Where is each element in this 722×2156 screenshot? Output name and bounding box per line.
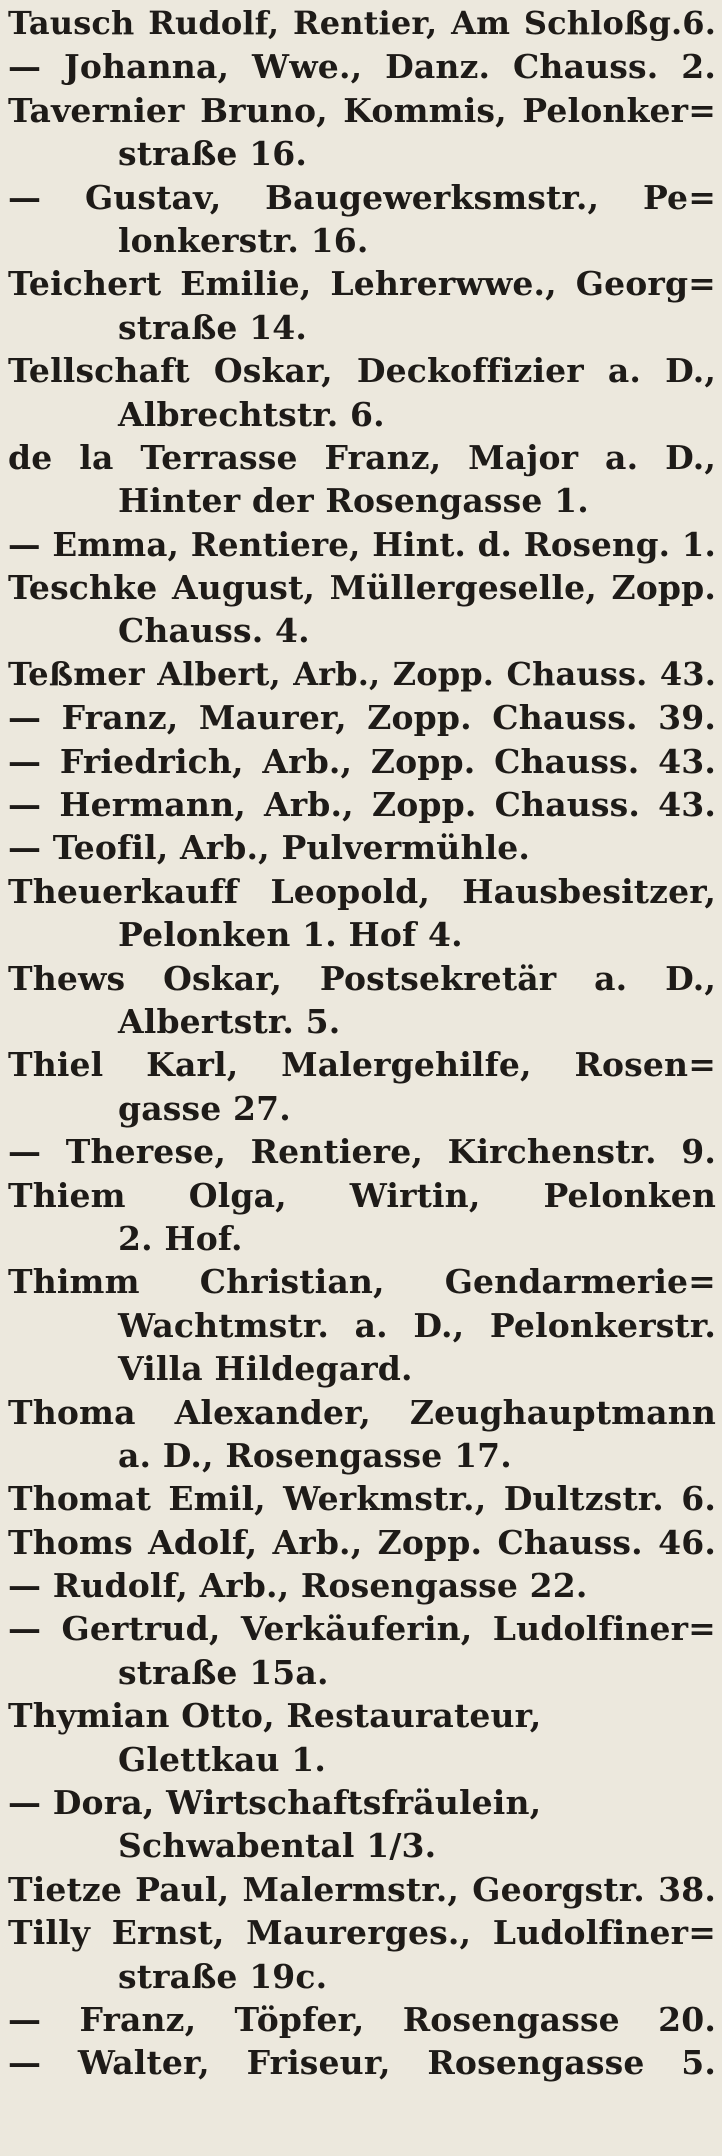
entry-line: Thews Oskar, Postsekretär a. D.,: [8, 958, 716, 998]
entry-continuation-line: lonkerstr. 16.: [118, 220, 369, 260]
entry-line: Tilly Ernst, Maurerges., Ludolfiner=: [8, 1913, 716, 1953]
entry-line: Thiem Olga, Wirtin, Pelonken: [8, 1175, 716, 1215]
entry-line: Tietze Paul, Malermstr., Georgstr. 38.: [8, 1869, 716, 1909]
entry-line: — Rudolf, Arb., Rosengasse 22.: [8, 1566, 588, 1606]
entry-line: Tellschaft Oskar, Deckoffizier a. D.,: [8, 351, 716, 391]
entry-continuation-line: gasse 27.: [118, 1088, 291, 1128]
entry-continuation-line: Villa Hildegard.: [118, 1349, 413, 1389]
entry-continuation-line: Pelonken 1. Hof 4.: [118, 915, 463, 955]
entry-continuation-line: 2. Hof.: [118, 1218, 243, 1258]
entry-line: — Johanna, Wwe., Danz. Chauss. 2.: [8, 47, 716, 87]
entry-line: Teichert Emilie, Lehrerwwe., Georg=: [8, 264, 716, 304]
entry-line: Thomat Emil, Werkmstr., Dultzstr. 6.: [8, 1479, 716, 1519]
entry-line: Thoma Alexander, Zeughauptmann: [8, 1392, 716, 1432]
entry-continuation-line: Chauss. 4.: [118, 611, 310, 651]
entry-line: — Walter, Friseur, Rosengasse 5.: [8, 2043, 716, 2083]
entry-line: Thiel Karl, Malergehilfe, Rosen=: [8, 1045, 716, 1085]
entry-line: — Teofil, Arb., Pulvermühle.: [8, 828, 531, 868]
entry-continuation-line: Albertstr. 5.: [118, 1001, 341, 1041]
entry-line: Teßmer Albert, Arb., Zopp. Chauss. 43.: [8, 654, 716, 693]
directory-entries: [0, 2, 722, 2085]
entry-continuation-line: Schwabental 1/3.: [118, 1826, 437, 1866]
entry-line: Thimm Christian, Gendarmerie=: [8, 1262, 716, 1302]
entry-line: — Gertrud, Verkäuferin, Ludolfiner=: [8, 1609, 716, 1649]
entry-line: Teschke August, Müllergeselle, Zopp.: [8, 568, 716, 608]
entry-line: — Friedrich, Arb., Zopp. Chauss. 43.: [8, 741, 716, 781]
entry-line: — Hermann, Arb., Zopp. Chauss. 43.: [8, 785, 716, 825]
entry-line: — Dora, Wirtschaftsfräulein,: [8, 1783, 542, 1823]
entry-continuation-line: straße 15a.: [118, 1652, 329, 1692]
entry-continuation-line: straße 14.: [118, 307, 308, 347]
entry-line: Theuerkauff Leopold, Hausbesitzer,: [8, 871, 716, 911]
entry-line: — Emma, Rentiere, Hint. d. Roseng. 1.: [8, 524, 716, 564]
entry-continuation-line: Albrechtstr. 6.: [118, 394, 385, 434]
entry-line: — Franz, Töpfer, Rosengasse 20.: [8, 1999, 716, 2039]
entry-line: Thymian Otto, Restaurateur,: [8, 1696, 542, 1736]
entry-continuation-line: straße 16.: [118, 134, 308, 174]
entry-continuation-line: straße 19c.: [118, 1956, 328, 1996]
entry-line: Tausch Rudolf, Rentier, Am Schloßg.6.: [8, 4, 716, 42]
entry-line: — Franz, Maurer, Zopp. Chauss. 39.: [8, 698, 716, 738]
entry-line: — Therese, Rentiere, Kirchenstr. 9.: [8, 1132, 716, 1172]
entry-continuation-line: Hinter der Rosengasse 1.: [118, 481, 589, 521]
entry-line: Tavernier Bruno, Kommis, Pelonker=: [8, 90, 716, 130]
entry-continuation-line: Wachtmstr. a. D., Pelonkerstr.: [118, 1305, 716, 1345]
entry-line: — Gustav, Baugewerksmstr., Pe=: [8, 177, 716, 217]
entry-line: Thoms Adolf, Arb., Zopp. Chauss. 46.: [8, 1522, 716, 1562]
entry-continuation-line: a. D., Rosengasse 17.: [118, 1435, 512, 1475]
entry-continuation-line: Glettkau 1.: [118, 1739, 327, 1779]
entry-line: de la Terrasse Franz, Major a. D.,: [8, 437, 716, 477]
